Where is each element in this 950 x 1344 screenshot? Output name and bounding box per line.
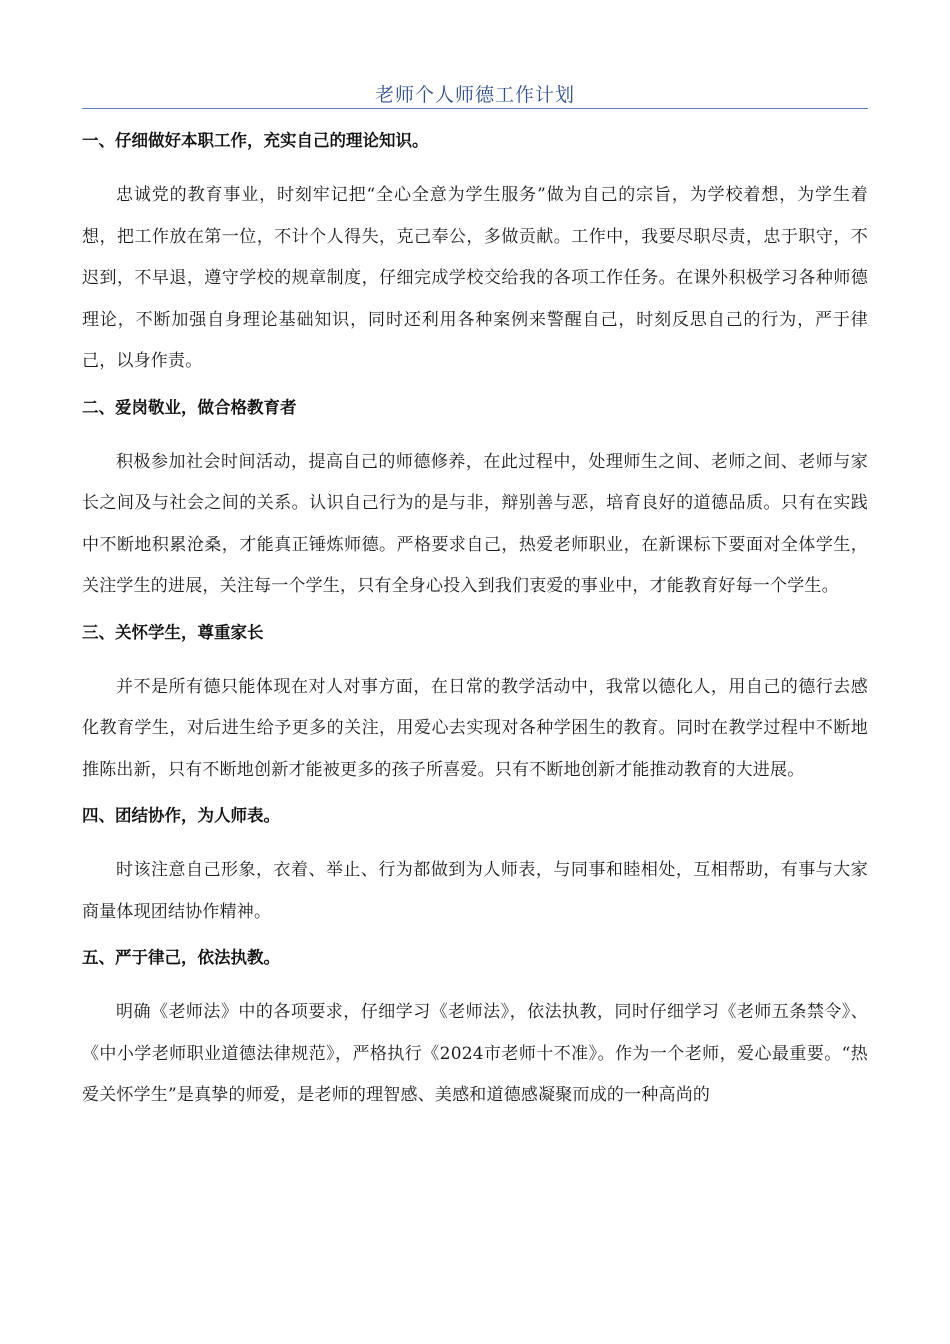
section-1 bbox=[82, 129, 868, 383]
section-5 bbox=[82, 946, 868, 1117]
section-body: 时该注意自己形象，衣着、举止、行为都做到为人师表，与同事和睦相处，互相帮助，有事与大家商量体现团结协作精神。 bbox=[82, 860, 868, 922]
section-4 bbox=[82, 804, 868, 933]
title-divider bbox=[82, 108, 868, 109]
section-body: 并不是所有德只能体现在对人对事方面，在日常的教学活动中，我常以德化人，用自己的德行去感化教育学生，对后进生给予更多的关注，用爱心去实现对各种学困生的教育。同时在教学过程中不断地推陈出新，只有不断地创新才能被更多的孩子所喜爱。只有不断地创新才能推动教育的大进展。 bbox=[82, 676, 868, 780]
section-heading: 三、关怀学生，尊重家长 bbox=[82, 622, 264, 642]
section-heading: 二、爱岗敬业，做合格教育者 bbox=[82, 397, 297, 417]
section-heading: 一、仔细做好本职工作，充实自己的理论知识。 bbox=[82, 131, 429, 150]
section-body: 明确《老师法》中的各项要求，仔细学习《老师法》，依法执教，同时仔细学习《老师五条禁令》、《中小学老师职业道德法律规范》，严格执行《2024市老师十不准》。作为一个老师，爱心最重要。“热爱关怀学生”是真挚的师爱，是老师的理智感、美感和道德感凝聚而成的一种高尚的 bbox=[82, 1002, 868, 1105]
document-page bbox=[82, 0, 868, 1117]
section-heading: 四、团结协作，为人师表。 bbox=[82, 806, 280, 825]
section-heading: 五、严于律己，依法执教。 bbox=[82, 948, 280, 967]
section-3 bbox=[82, 621, 868, 792]
section-body: 忠诚党的教育事业，时刻牢记把“全心全意为学生服务”做为自己的宗旨，为学校着想，为学生着想，把工作放在第一位，不计个人得失，克己奉公，多做贡献。工作中，我要尽职尽责，忠于职守，不迟到，不早退，遵守学校的规章制度，仔细完成学校交给我的各项工作任务。在课外积极学习各种师德理论，不断加强自身理论基础知识，同时还利用各种案例来警醒自己，时刻反思自己的行为，严于律己，以身作责。 bbox=[82, 185, 868, 371]
document-title: 老师个人师德工作计划 bbox=[374, 84, 575, 106]
section-2 bbox=[82, 396, 868, 608]
section-body: 积极参加社会时间活动，提高自己的师德修养，在此过程中，处理师生之间、老师之间、老师与家长之间及与社会之间的关系。认识自己行为的是与非，辩别善与恶，培育良好的道德品质。只有在实践中不断地积累沧桑，才能真正锤炼师德。严格要求自己，热爱老师职业，在新课标下要面对全体学生，关注学生的进展，关注每一个学生，只有全身心投入到我们衷爱的事业中，才能教育好每一个学生。 bbox=[82, 451, 868, 596]
